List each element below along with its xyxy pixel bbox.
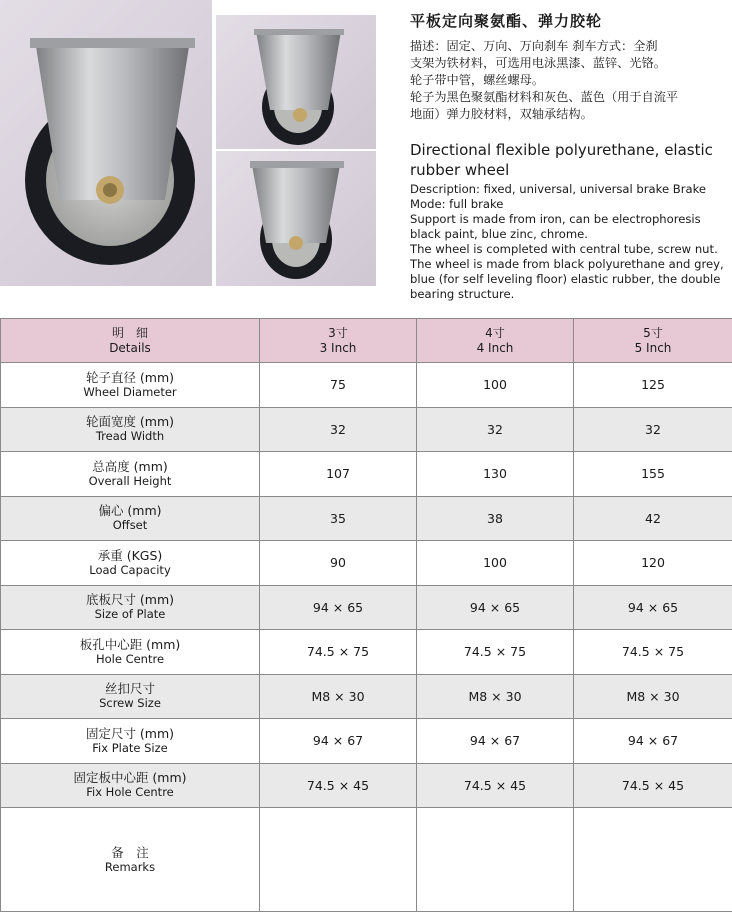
english-description-line: Support is made from iron, can be electrophoresis black paint, blue zinc, chrome. [410,212,701,241]
table-cell: M8 × 30 [417,674,574,719]
table-cell: 130 [417,452,574,497]
row-label [1,763,260,808]
remarks-cell [574,808,732,912]
table-row [1,674,732,719]
remarks-label [1,808,260,912]
row-label-cn: 轮面宽度 (mm) [85,414,175,430]
row-label-en: Tread Width [95,429,165,444]
header-3-inch: 3寸 3 Inch [260,319,417,363]
table-cell: 35 [260,496,417,541]
row-label-cn: 总高度 (mm) [92,458,168,474]
chinese-title: 平板定向聚氨酯、弹力胶轮 [410,12,603,30]
caster-front-view-image [0,0,212,286]
table-cell: 74.5 × 45 [574,763,732,808]
table-cell: M8 × 30 [574,674,732,719]
table-cell: M8 × 30 [260,674,417,719]
row-label-cn: 丝扣尺寸 [104,681,155,697]
chinese-description-line: 轮子为黑色聚氨酯材料和灰色、蓝色（用于自流平 [410,90,679,104]
row-label [1,407,260,452]
table-cell: 32 [417,407,574,452]
table-cell: 74.5 × 45 [417,763,574,808]
row-label [1,541,260,586]
row-label-en: Overall Height [88,473,172,488]
row-label-cn: 固定板中心距 (mm) [73,770,187,786]
row-label [1,630,260,675]
chinese-description-line: 支架为铁材料，可选用电泳黑漆、蓝锌、光铬。 [410,56,666,70]
row-label [1,585,260,630]
table-cell: 32 [574,407,732,452]
row-label-cn: 偏心 (mm) [98,503,162,519]
remarks-cell [260,808,417,912]
row-label [1,363,260,408]
row-label-en: Fix Hole Centre [86,785,174,800]
caster-side-view-image [216,15,376,149]
caster-photo-main [0,0,212,286]
row-label-en: Screw Size [99,696,161,711]
table-row [1,452,732,497]
remarks-label-en: Remarks [104,859,156,874]
table-cell: 74.5 × 45 [260,763,417,808]
caster-photo-side-top [216,15,376,149]
table-row [1,763,732,808]
row-label-en: Load Capacity [89,562,171,577]
chinese-description [410,38,728,123]
table-row [1,363,732,408]
table-row [1,496,732,541]
table-row [1,719,732,764]
english-description-line: The wheel is completed with central tube, screw nut. [410,242,718,256]
row-label-en: Offset [112,518,148,533]
table-row [1,585,732,630]
remarks-label-cn: 备 注 [111,844,149,860]
english-description-line: The wheel is made from black polyurethane and grey, blue (for self leveling floor) elastic rubber, the double bearing structure. [410,257,724,301]
row-label-en: Wheel Diameter [83,384,177,399]
header-5-inch: 5寸 5 Inch [574,319,732,363]
row-label [1,496,260,541]
table-cell: 94 × 65 [260,585,417,630]
table-cell: 74.5 × 75 [417,630,574,675]
table-header-row [1,319,732,363]
table-cell: 155 [574,452,732,497]
table-row [1,407,732,452]
caster-photo-side-bottom [216,151,376,286]
table-cell: 94 × 67 [417,719,574,764]
table-cell: 125 [574,363,732,408]
row-label-cn: 板孔中心距 (mm) [79,636,181,652]
table-cell: 94 × 67 [574,719,732,764]
table-cell: 42 [574,496,732,541]
row-label [1,719,260,764]
english-description [410,182,732,302]
english-description-line: Description: fixed, universal, universal brake Brake Mode: full brake [410,182,707,211]
row-label-cn: 底板尺寸 (mm) [85,592,175,608]
table-cell: 94 × 67 [260,719,417,764]
table-cell: 94 × 65 [417,585,574,630]
row-label-en: Fix Plate Size [92,740,168,755]
row-label [1,452,260,497]
header-details: 明 细 Details [1,319,260,363]
table-cell: 38 [417,496,574,541]
english-title: Directional flexible polyurethane, elastic rubber wheel [410,141,713,179]
row-label-cn: 固定尺寸 (mm) [85,725,175,741]
table-cell: 94 × 65 [574,585,732,630]
table-cell: 74.5 × 75 [260,630,417,675]
chinese-description-line: 地面）弹力胶材料，双轴承结构。 [410,107,593,121]
row-label-cn: 承重 (KGS) [97,547,163,563]
table-cell: 107 [260,452,417,497]
caster-angle-view-image [216,151,376,286]
table-cell: 32 [260,407,417,452]
table-cell: 100 [417,541,574,586]
table-cell: 74.5 × 75 [574,630,732,675]
header-4-inch: 4寸 4 Inch [417,319,574,363]
table-cell: 75 [260,363,417,408]
row-label-en: Size of Plate [94,607,166,622]
specification-table [0,318,732,912]
remarks-cell [417,808,574,912]
chinese-description-line: 描述：固定、万向、万向刹车 刹车方式：全刹 [410,39,658,53]
table-row [1,541,732,586]
table-cell: 120 [574,541,732,586]
remarks-row [1,808,732,912]
table-row [1,630,732,675]
chinese-description-line: 轮子带中管，螺丝螺母。 [410,73,545,87]
table-cell: 90 [260,541,417,586]
row-label-en: Hole Centre [95,651,165,666]
table-cell: 100 [417,363,574,408]
row-label [1,674,260,719]
row-label-cn: 轮子直径 (mm) [85,369,175,385]
